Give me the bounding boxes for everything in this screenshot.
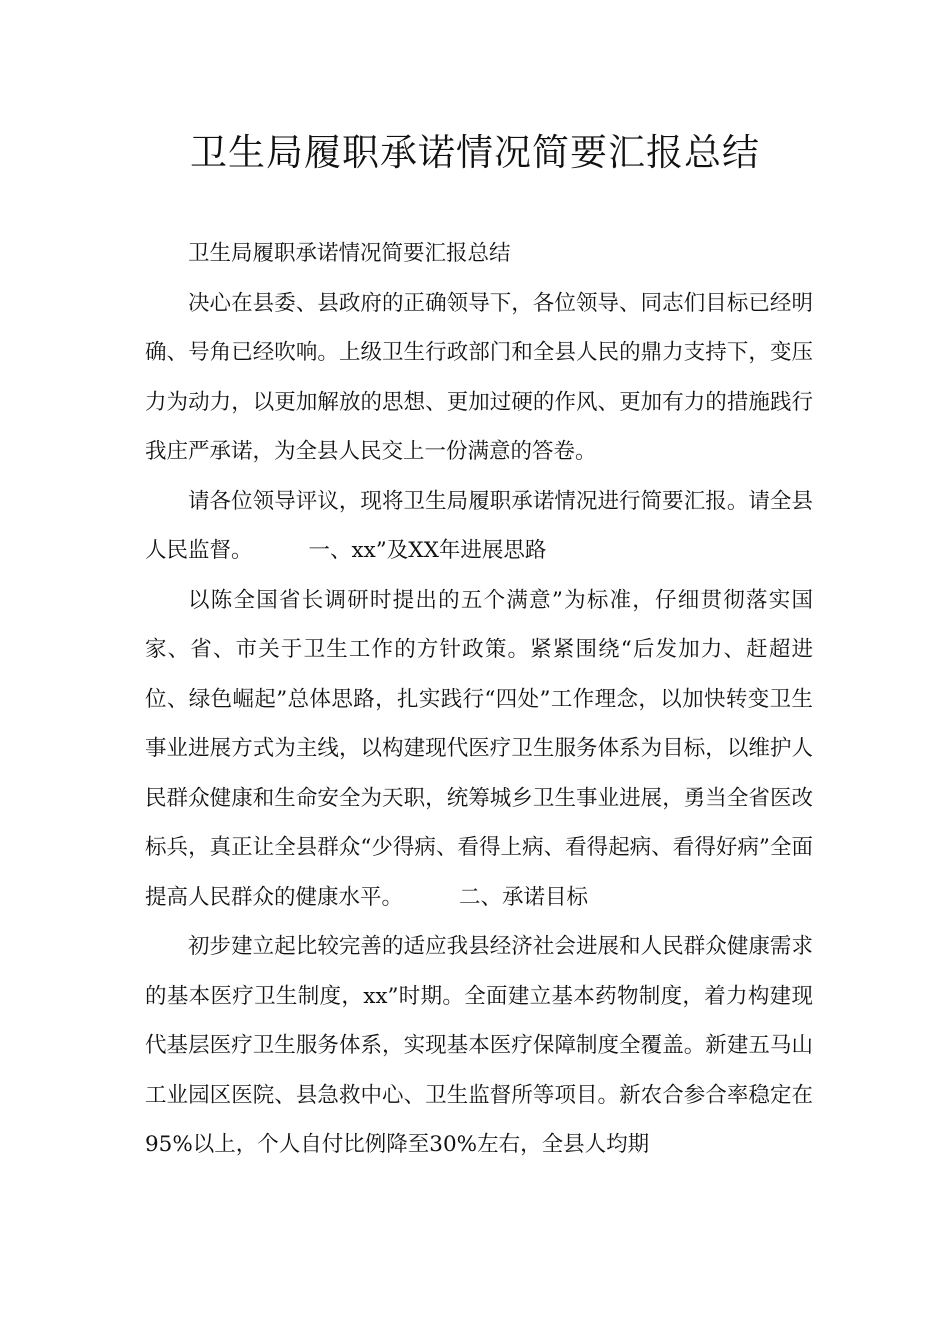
paragraph-determination: 决心在县委、县政府的正确领导下，各位领导、同志们目标已经明确、号角已经吹响。上级卫生行政部门和全县人民的鼎力支持下，变压力为动力，以更加解放的思想、更加过硬的作风、更加有力的措施践行我庄严承诺，为全县人民交上一份满意的答卷。 xyxy=(145,290,813,464)
section-heading-two: 二、承诺目标 xyxy=(459,884,589,910)
paragraph-approach xyxy=(145,576,813,923)
section-heading-one: 一、xx”及XX年进展思路 xyxy=(308,538,547,563)
paragraph-evaluation xyxy=(145,477,813,576)
document-body xyxy=(145,229,813,1170)
paragraph-approach-text: 以陈全国省长调研时提出的五个满意”为标准，仔细贯彻落实国家、省、市关于卫生工作的方针政策。紧紧围绕“后发加力、赶超进位、绿色崛起”总体思路，扎实践行“四处”工作理念，以加快转变卫生事业进展方式为主线，以构建现代医疗卫生服务体系为目标，以维护人民群众健康和生命安全为天职，统筹城乡卫生事业进展，勇当全省医改标兵，真正让全县群众“少得病、看得上病、看得起病、看得好病”全面提高人民群众的健康水平。 xyxy=(145,587,813,910)
paragraph-evaluation-text: 请各位领导评议，现将卫生局履职承诺情况进行简要汇报。请全县人民监督。 xyxy=(145,488,813,563)
paragraph-heading-repeat: 卫生局履职承诺情况简要汇报总结 xyxy=(188,241,511,266)
paragraph-goals: 初步建立起比较完善的适应我县经济社会进展和人民群众健康需求的基本医疗卫生制度，xx”时期。全面建立基本药物制度，着力构建现代基层医疗卫生服务体系，实现基本医疗保障制度全覆盖。新建五马山工业园区医院、县急救中心、卫生监督所等项目。新农合参合率稳定在95%以上，个人自付比例降至30%左右，全县人均期 xyxy=(145,934,813,1157)
document-title: 卫生局履职承诺情况简要汇报总结 xyxy=(190,131,760,174)
